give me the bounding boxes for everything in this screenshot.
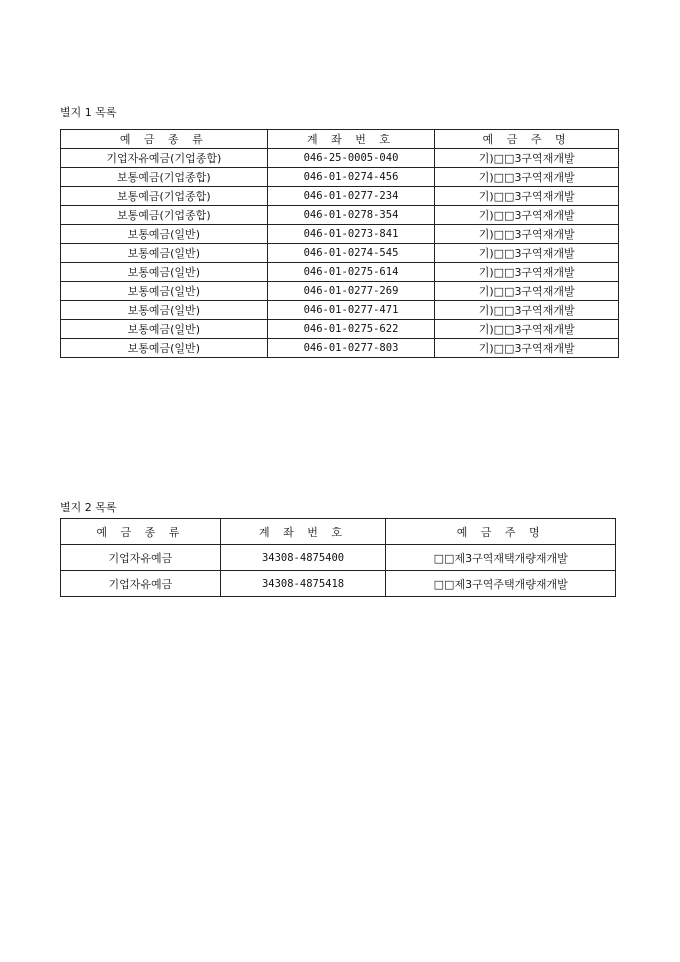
header-account-holder: 예 금 주 명 bbox=[435, 130, 619, 149]
account-holder: □□제3구역재택개량재개발 bbox=[386, 545, 616, 571]
deposit-type: 보통예금(일반) bbox=[61, 244, 268, 263]
table-header-row bbox=[61, 519, 616, 545]
deposit-type: 보통예금(기업종합) bbox=[61, 168, 268, 187]
header-account-number: 계 좌 번 호 bbox=[267, 130, 435, 149]
deposit-type: 보통예금(일반) bbox=[61, 263, 268, 282]
account-number: 046-01-0274-456 bbox=[267, 168, 435, 187]
table-row bbox=[61, 206, 619, 225]
table-row bbox=[61, 187, 619, 206]
deposit-type: 보통예금(일반) bbox=[61, 320, 268, 339]
account-number: 046-01-0275-614 bbox=[267, 263, 435, 282]
account-number: 046-01-0277-803 bbox=[267, 339, 435, 358]
table-row bbox=[61, 149, 619, 168]
table-row bbox=[61, 545, 616, 571]
deposit-type: 보통예금(일반) bbox=[61, 301, 268, 320]
deposit-type: 보통예금(일반) bbox=[61, 225, 268, 244]
account-holder: 기)□□3구역재개발 bbox=[435, 320, 619, 339]
header-account-number: 계 좌 번 호 bbox=[220, 519, 386, 545]
deposit-type: 기업자유예금 bbox=[61, 571, 221, 597]
table-row bbox=[61, 320, 619, 339]
deposit-type: 보통예금(일반) bbox=[61, 339, 268, 358]
deposit-type: 보통예금(일반) bbox=[61, 282, 268, 301]
account-number: 046-01-0277-471 bbox=[267, 301, 435, 320]
account-number: 34308-4875418 bbox=[220, 571, 386, 597]
account-holder: 기)□□3구역재개발 bbox=[435, 225, 619, 244]
header-deposit-type: 예 금 종 류 bbox=[61, 130, 268, 149]
deposit-type: 보통예금(기업종합) bbox=[61, 187, 268, 206]
account-holder: 기)□□3구역재개발 bbox=[435, 149, 619, 168]
account-table-2 bbox=[60, 518, 616, 597]
account-holder: 기)□□3구역재개발 bbox=[435, 168, 619, 187]
table-header-row bbox=[61, 130, 619, 149]
table-row bbox=[61, 263, 619, 282]
account-holder: 기)□□3구역재개발 bbox=[435, 282, 619, 301]
account-holder: □□제3구역주택개량재개발 bbox=[386, 571, 616, 597]
table-row bbox=[61, 282, 619, 301]
account-number: 046-01-0277-269 bbox=[267, 282, 435, 301]
account-number: 046-01-0275-622 bbox=[267, 320, 435, 339]
account-number: 046-25-0005-040 bbox=[267, 149, 435, 168]
account-number: 046-01-0277-234 bbox=[267, 187, 435, 206]
account-holder: 기)□□3구역재개발 bbox=[435, 206, 619, 225]
account-holder: 기)□□3구역재개발 bbox=[435, 263, 619, 282]
section-2-title: 별지 2 목록 bbox=[60, 501, 117, 514]
account-number: 046-01-0273-841 bbox=[267, 225, 435, 244]
table-row bbox=[61, 225, 619, 244]
table-row bbox=[61, 244, 619, 263]
deposit-type: 기업자유예금(기업종합) bbox=[61, 149, 268, 168]
account-holder: 기)□□3구역재개발 bbox=[435, 301, 619, 320]
table-row bbox=[61, 339, 619, 358]
header-account-holder: 예 금 주 명 bbox=[386, 519, 616, 545]
table-row bbox=[61, 571, 616, 597]
account-holder: 기)□□3구역재개발 bbox=[435, 244, 619, 263]
deposit-type: 기업자유예금 bbox=[61, 545, 221, 571]
account-number: 046-01-0278-354 bbox=[267, 206, 435, 225]
deposit-type: 보통예금(기업종합) bbox=[61, 206, 268, 225]
table-row bbox=[61, 301, 619, 320]
account-holder: 기)□□3구역재개발 bbox=[435, 187, 619, 206]
account-table-1 bbox=[60, 129, 619, 358]
account-number: 046-01-0274-545 bbox=[267, 244, 435, 263]
header-deposit-type: 예 금 종 류 bbox=[61, 519, 221, 545]
table-row bbox=[61, 168, 619, 187]
account-holder: 기)□□3구역재개발 bbox=[435, 339, 619, 358]
account-number: 34308-4875400 bbox=[220, 545, 386, 571]
section-1-title: 별지 1 목록 bbox=[60, 106, 117, 119]
